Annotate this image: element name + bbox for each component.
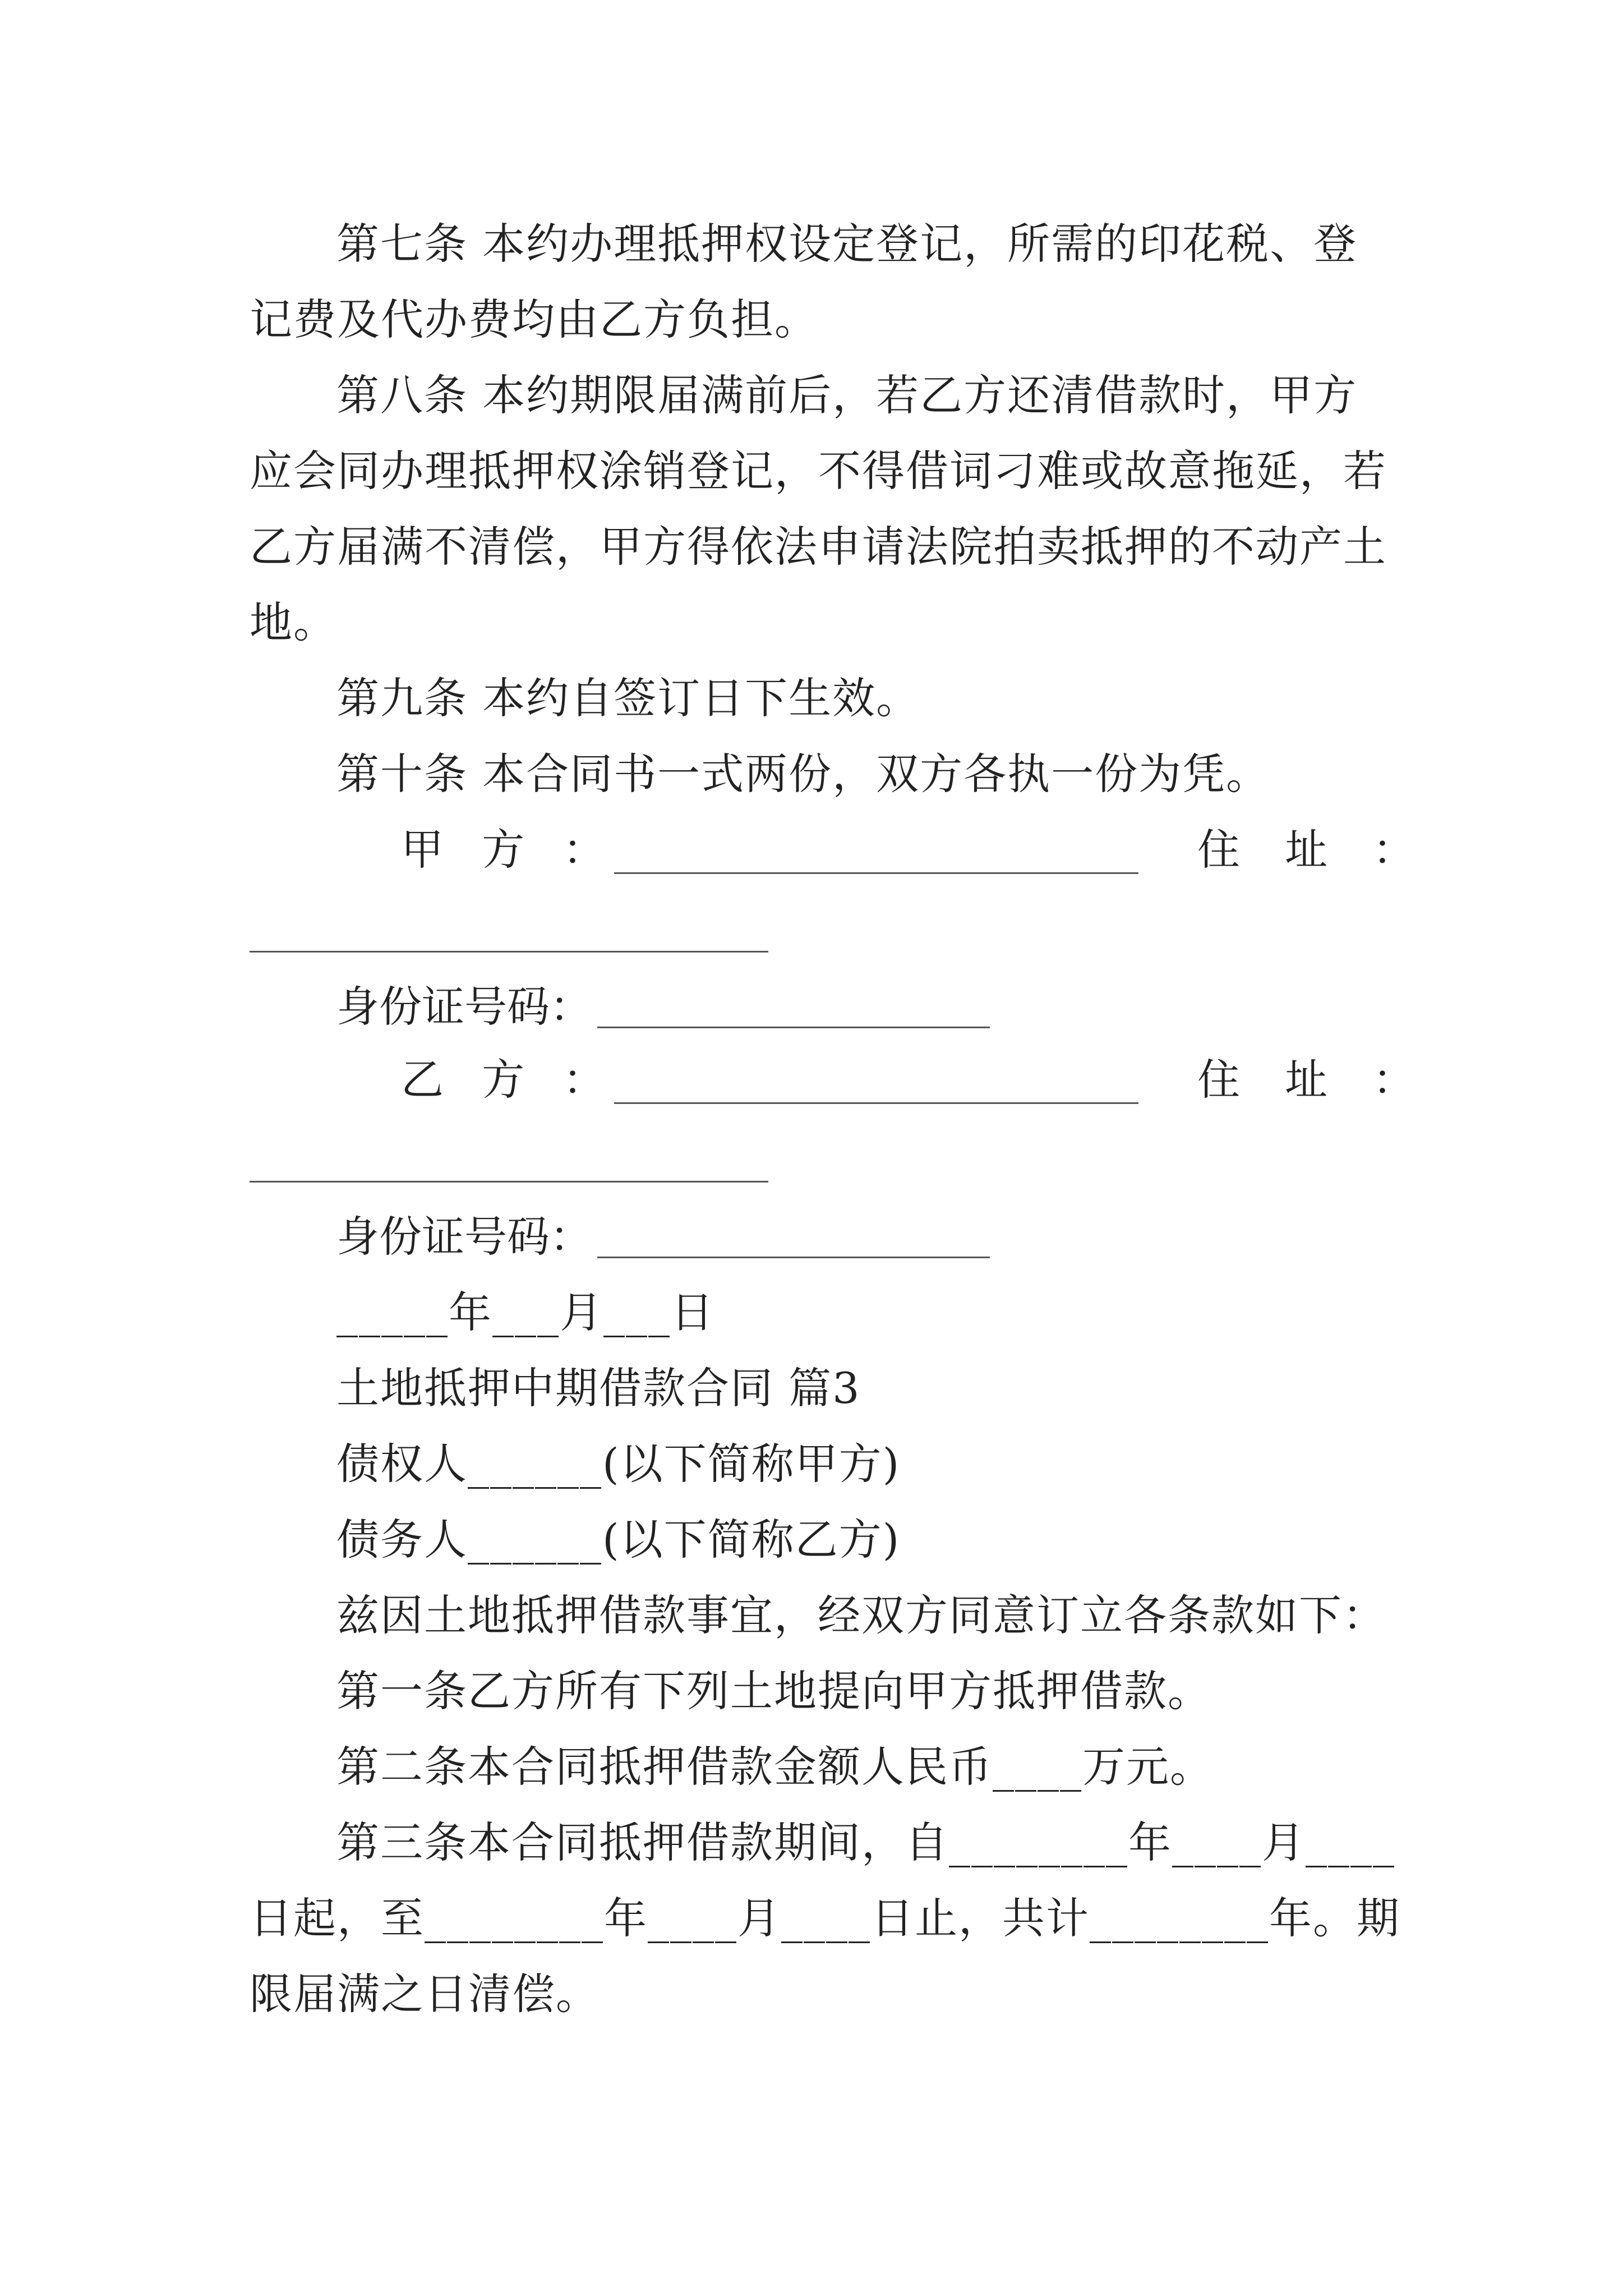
article-7-line-1: 第七条 本约办理抵押权设定登记，所需的印花税、登 xyxy=(336,219,1358,269)
contract-3-article-1: 第一条乙方所有下列土地提向甲方抵押借款。 xyxy=(336,1666,1211,1716)
signature-date: _____年___月___日 xyxy=(336,1287,714,1337)
party-a-blank xyxy=(614,872,1138,874)
article-8-line-1: 第八条 本约期限届满前后，若乙方还清借款时，甲方 xyxy=(336,370,1358,420)
contract-3-title: 土地抵押中期借款合同 篇3 xyxy=(336,1363,861,1413)
article-7-line-2: 记费及代办费均由乙方负担。 xyxy=(250,295,818,344)
party-b-blank xyxy=(614,1102,1138,1104)
debtor-line: 债务人______(以下简称乙方) xyxy=(336,1515,901,1565)
article-8-line-2: 应会同办理抵押权涂销登记，不得借词刁难或故意拖延，若 xyxy=(250,446,1387,496)
party-a-address-blank xyxy=(250,951,768,953)
party-a-id-blank xyxy=(597,1027,990,1028)
party-b-id-label: 身份证号码： xyxy=(336,1212,592,1262)
party-b-address-label: 住 址 ： xyxy=(1197,1055,1431,1105)
creditor-line: 债权人______(以下简称甲方) xyxy=(336,1439,901,1489)
party-a-label: 甲 方 ： xyxy=(401,825,618,875)
contract-3-article-3-line-3: 限届满之日清偿。 xyxy=(250,1969,600,2019)
preamble-line: 兹因土地抵押借款事宜，经双方同意订立各条款如下： xyxy=(336,1590,1386,1640)
party-b-address-blank xyxy=(250,1181,768,1182)
contract-3-article-3-line-1: 第三条本合同抵押借款期间，自________年____月____ xyxy=(336,1818,1395,1867)
party-b-id-blank xyxy=(597,1257,990,1258)
article-8-line-4: 地。 xyxy=(250,597,337,647)
party-a-id-label: 身份证号码： xyxy=(336,982,592,1032)
party-a-address-label: 住 址 ： xyxy=(1197,825,1431,875)
article-9: 第九条 本约自签订日下生效。 xyxy=(336,673,920,723)
article-10: 第十条 本合同书一式两份，双方各执一份为凭。 xyxy=(336,749,1270,799)
contract-3-article-2: 第二条本合同抵押借款金额人民币____万元。 xyxy=(336,1742,1214,1792)
article-8-line-3: 乙方届满不清偿，甲方得依法申请法院拍卖抵押的不动产土 xyxy=(250,522,1387,572)
party-b-label: 乙 方 ： xyxy=(401,1055,618,1105)
contract-3-article-3-line-2: 日起，至________年____月____日止，共计________年。期 xyxy=(250,1893,1400,1943)
